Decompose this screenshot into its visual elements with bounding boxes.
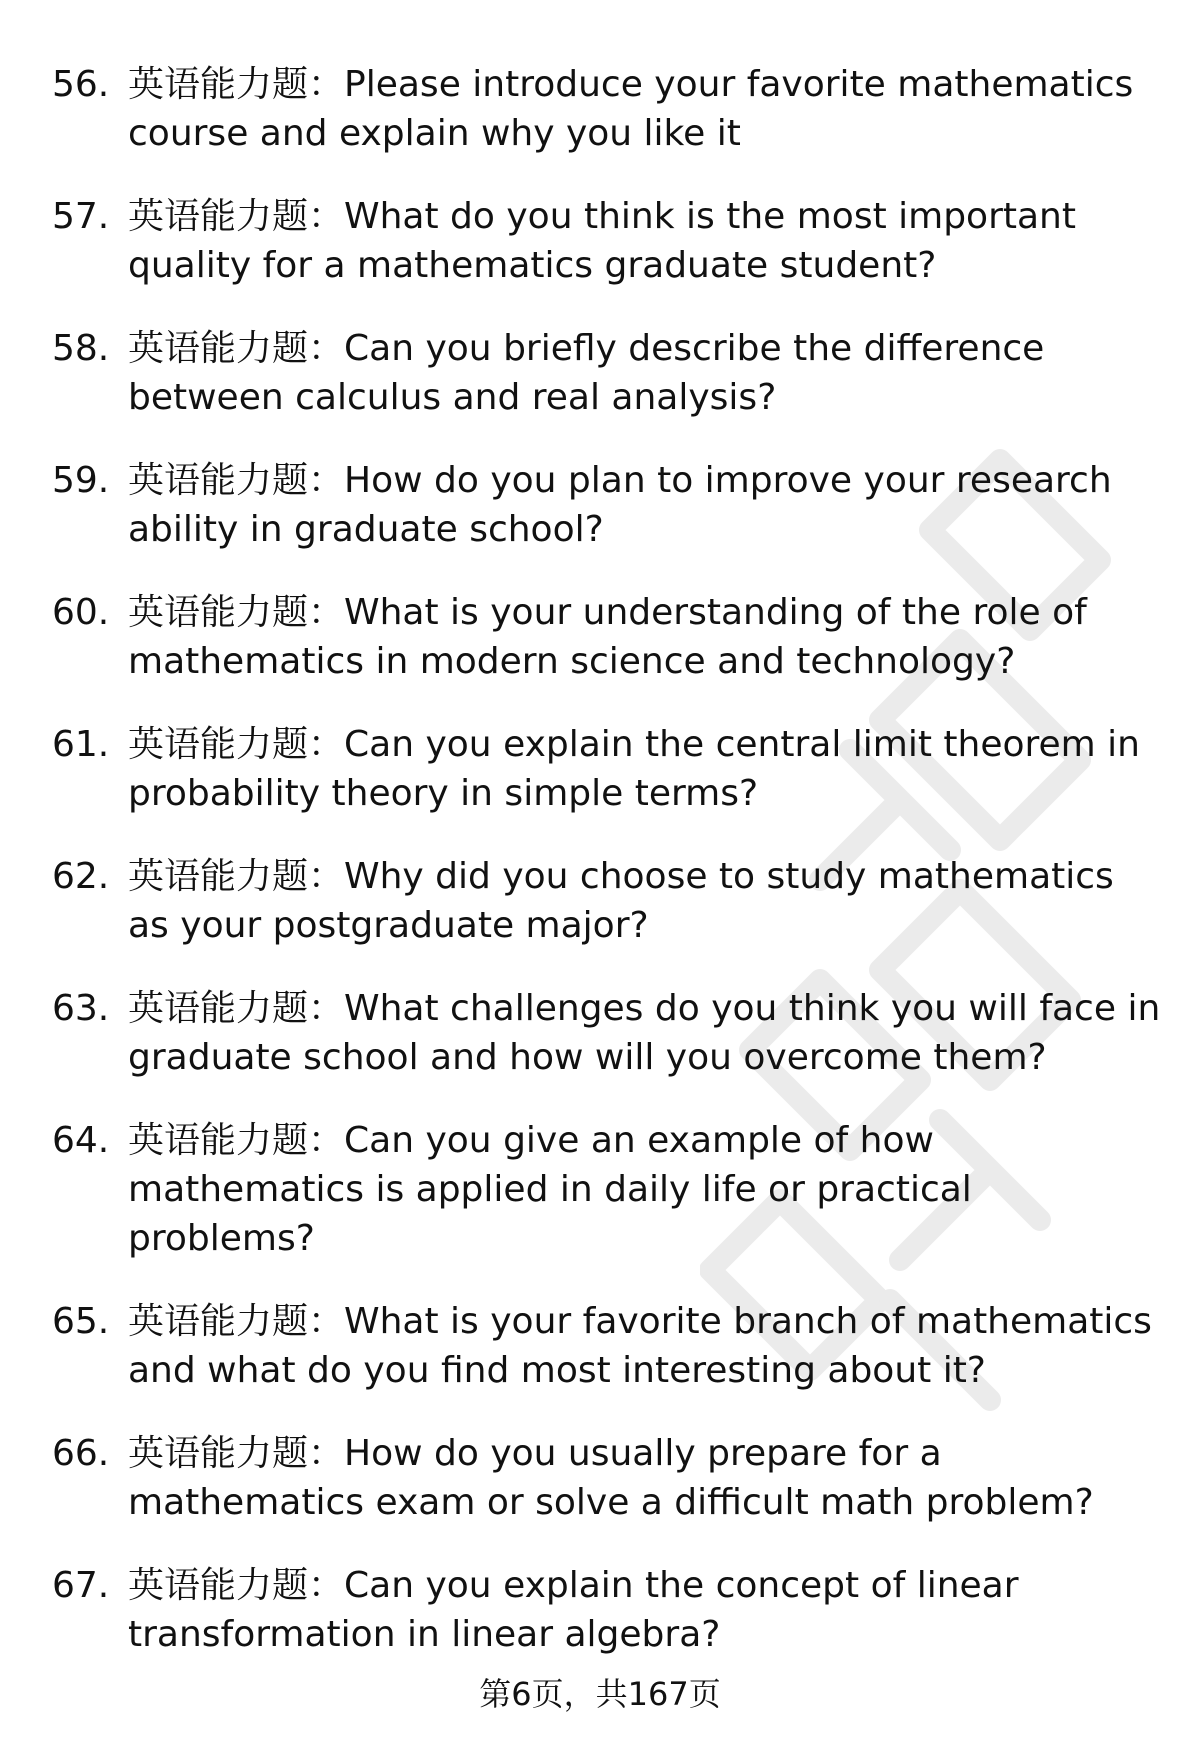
question-category: 英语能力题：: [128, 460, 345, 501]
question-number: 60.: [52, 592, 110, 633]
question-text: Can you give an example of how mathematics is applied in daily life or practical problems?: [128, 1120, 972, 1259]
question-number: 62.: [52, 856, 110, 897]
question-item: [52, 60, 1162, 158]
question-number: 67.: [52, 1565, 110, 1606]
question-number: 59.: [52, 460, 110, 501]
question-text: What is your understanding of the role of mathematics in modern science and technology?: [128, 592, 1087, 682]
question-item: [52, 588, 1162, 686]
question-category: 英语能力题：: [128, 988, 345, 1029]
question-text: What challenges do you think you will face in graduate school and how will you overcome them?: [128, 988, 1161, 1078]
question-number: 57.: [52, 196, 110, 237]
question-text: Can you explain the central limit theorem in probability theory in simple terms?: [128, 724, 1140, 814]
page-number-label: 第6页，共167页: [479, 1675, 721, 1713]
question-item: [52, 1561, 1162, 1659]
question-number: 58.: [52, 328, 110, 369]
question-text: Can you briefly describe the difference between calculus and real analysis?: [128, 328, 1045, 418]
question-item: [52, 1297, 1162, 1395]
question-category: 英语能力题：: [128, 328, 345, 369]
question-item: [52, 852, 1162, 950]
question-item: [52, 456, 1162, 554]
question-number: 61.: [52, 724, 110, 765]
question-text: How do you plan to improve your research ability in graduate school?: [128, 460, 1112, 550]
question-item: [52, 1429, 1162, 1527]
question-item: [52, 720, 1162, 818]
question-category: 英语能力题：: [128, 1433, 345, 1474]
question-text: What do you think is the most important quality for a mathematics graduate student?: [128, 196, 1076, 286]
question-category: 英语能力题：: [128, 64, 345, 105]
question-category: 英语能力题：: [128, 1120, 345, 1161]
question-category: 英语能力题：: [128, 592, 345, 633]
question-item: [52, 1116, 1162, 1263]
question-number: 65.: [52, 1301, 110, 1342]
question-category: 英语能力题：: [128, 856, 345, 897]
question-category: 英语能力题：: [128, 196, 345, 237]
question-item: [52, 192, 1162, 290]
question-text: Please introduce your favorite mathematics course and explain why you like it: [128, 64, 1134, 154]
question-number: 64.: [52, 1120, 110, 1161]
question-text: How do you usually prepare for a mathematics exam or solve a difficult math problem?: [128, 1433, 1094, 1523]
question-item: [52, 984, 1162, 1082]
page-footer: [0, 1672, 1200, 1716]
question-number: 56.: [52, 64, 110, 105]
question-number: 66.: [52, 1433, 110, 1474]
question-category: 英语能力题：: [128, 1565, 345, 1606]
question-category: 英语能力题：: [128, 724, 345, 765]
question-category: 英语能力题：: [128, 1301, 345, 1342]
question-number: 63.: [52, 988, 110, 1029]
question-item: [52, 324, 1162, 422]
question-text: Can you explain the concept of linear transformation in linear algebra?: [128, 1565, 1019, 1655]
question-list: [52, 60, 1162, 1693]
question-text: What is your favorite branch of mathematics and what do you find most interesting about it?: [128, 1301, 1152, 1391]
question-text: Why did you choose to study mathematics as your postgraduate major?: [128, 856, 1114, 946]
